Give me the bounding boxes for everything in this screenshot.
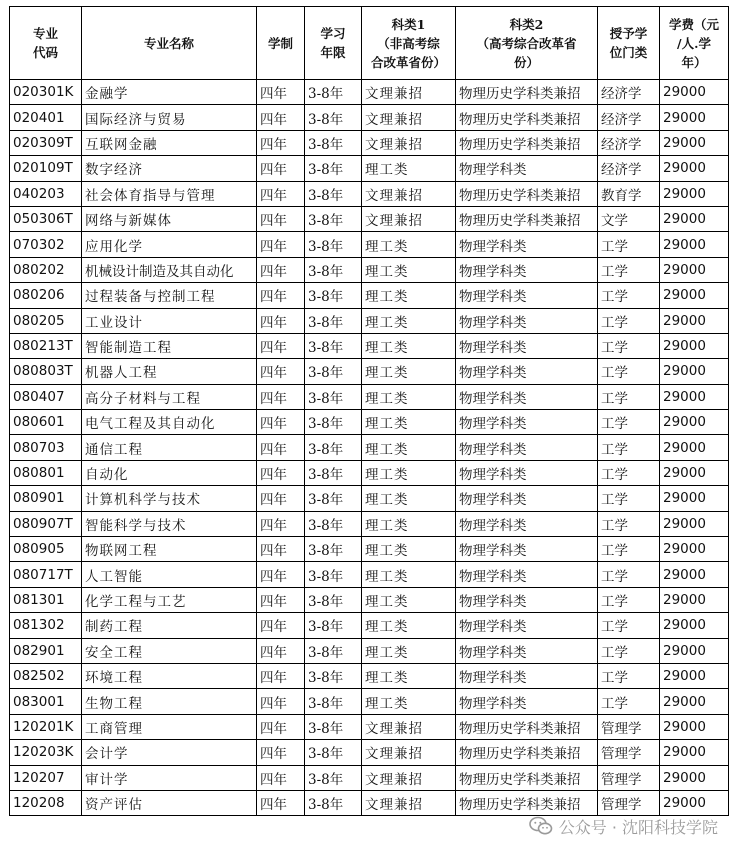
table-row [10, 714, 729, 739]
cell-category-2: 物理历史学科类兼招 [456, 765, 598, 790]
watermark-text: 公众号 · 沈阳科技学院 [558, 817, 718, 837]
cell-code: 020401 [10, 105, 82, 130]
cell-major-name: 物联网工程 [82, 537, 257, 562]
cell-degree: 工学 [598, 308, 660, 333]
cell-category-2: 物理学科类 [456, 638, 598, 663]
header-fee: 学费（元 /人.学 年） [660, 7, 729, 80]
cell-degree: 管理学 [598, 714, 660, 739]
cell-fee: 29000 [660, 562, 729, 587]
table-row [10, 587, 729, 612]
cell-code: 080717T [10, 562, 82, 587]
cell-degree: 经济学 [598, 130, 660, 155]
cell-category-2: 物理历史学科类兼招 [456, 181, 598, 206]
cell-system: 四年 [257, 257, 305, 282]
cell-code: 120203K [10, 740, 82, 765]
cell-years: 3-8年 [305, 460, 362, 485]
cell-category-1: 理工类 [362, 232, 456, 257]
table-body [10, 80, 729, 816]
wechat-icon [529, 816, 553, 836]
table-row [10, 537, 729, 562]
cell-category-2: 物理学科类 [456, 384, 598, 409]
cell-system: 四年 [257, 435, 305, 460]
cell-major-name: 工商管理 [82, 714, 257, 739]
table-row [10, 130, 729, 155]
cell-category-2: 物理学科类 [456, 257, 598, 282]
cell-degree: 管理学 [598, 790, 660, 815]
cell-category-2: 物理学科类 [456, 308, 598, 333]
cell-code: 081302 [10, 613, 82, 638]
cell-category-1: 理工类 [362, 308, 456, 333]
cell-fee: 29000 [660, 638, 729, 663]
cell-degree: 工学 [598, 537, 660, 562]
cell-system: 四年 [257, 537, 305, 562]
cell-system: 四年 [257, 790, 305, 815]
cell-degree: 工学 [598, 359, 660, 384]
cell-years: 3-8年 [305, 333, 362, 358]
cell-fee: 29000 [660, 790, 729, 815]
cell-fee: 29000 [660, 460, 729, 485]
cell-major-name: 机器人工程 [82, 359, 257, 384]
cell-degree: 工学 [598, 587, 660, 612]
cell-system: 四年 [257, 714, 305, 739]
cell-degree: 经济学 [598, 105, 660, 130]
cell-code: 080601 [10, 410, 82, 435]
cell-category-1: 理工类 [362, 333, 456, 358]
table-row [10, 308, 729, 333]
cell-degree: 工学 [598, 232, 660, 257]
cell-category-1: 理工类 [362, 435, 456, 460]
cell-major-name: 机械设计制造及其自动化 [82, 257, 257, 282]
cell-system: 四年 [257, 486, 305, 511]
cell-category-1: 文理兼招 [362, 206, 456, 231]
cell-category-2: 物理学科类 [456, 460, 598, 485]
watermark [529, 813, 718, 839]
table-row [10, 80, 729, 105]
table-row [10, 206, 729, 231]
cell-major-name: 智能制造工程 [82, 333, 257, 358]
cell-category-1: 理工类 [362, 486, 456, 511]
cell-fee: 29000 [660, 384, 729, 409]
cell-code: 080205 [10, 308, 82, 333]
table-row [10, 613, 729, 638]
cell-system: 四年 [257, 740, 305, 765]
table-row [10, 435, 729, 460]
cell-degree: 工学 [598, 283, 660, 308]
cell-years: 3-8年 [305, 80, 362, 105]
table-row [10, 511, 729, 536]
cell-code: 020109T [10, 156, 82, 181]
cell-years: 3-8年 [305, 181, 362, 206]
cell-years: 3-8年 [305, 232, 362, 257]
cell-degree: 工学 [598, 257, 660, 282]
cell-major-name: 环境工程 [82, 663, 257, 688]
cell-years: 3-8年 [305, 537, 362, 562]
table-row [10, 105, 729, 130]
cell-system: 四年 [257, 359, 305, 384]
cell-fee: 29000 [660, 359, 729, 384]
table-row [10, 486, 729, 511]
cell-degree: 管理学 [598, 765, 660, 790]
cell-code: 083001 [10, 689, 82, 714]
cell-system: 四年 [257, 460, 305, 485]
cell-code: 120208 [10, 790, 82, 815]
cell-code: 082901 [10, 638, 82, 663]
cell-degree: 工学 [598, 613, 660, 638]
cell-code: 120207 [10, 765, 82, 790]
cell-degree: 管理学 [598, 740, 660, 765]
cell-major-name: 通信工程 [82, 435, 257, 460]
cell-years: 3-8年 [305, 562, 362, 587]
cell-major-name: 高分子材料与工程 [82, 384, 257, 409]
cell-fee: 29000 [660, 714, 729, 739]
cell-category-2: 物理学科类 [456, 537, 598, 562]
cell-category-1: 理工类 [362, 613, 456, 638]
cell-years: 3-8年 [305, 206, 362, 231]
cell-code: 080703 [10, 435, 82, 460]
cell-system: 四年 [257, 613, 305, 638]
cell-fee: 29000 [660, 232, 729, 257]
table-row [10, 410, 729, 435]
cell-category-1: 文理兼招 [362, 765, 456, 790]
cell-degree: 经济学 [598, 80, 660, 105]
cell-system: 四年 [257, 181, 305, 206]
table-row [10, 689, 729, 714]
cell-category-2: 物理学科类 [456, 486, 598, 511]
cell-code: 080907T [10, 511, 82, 536]
header-row [10, 7, 729, 80]
cell-years: 3-8年 [305, 410, 362, 435]
table-row [10, 359, 729, 384]
cell-degree: 工学 [598, 562, 660, 587]
cell-system: 四年 [257, 156, 305, 181]
cell-major-name: 国际经济与贸易 [82, 105, 257, 130]
cell-code: 080407 [10, 384, 82, 409]
cell-code: 080905 [10, 537, 82, 562]
cell-category-2: 物理学科类 [456, 333, 598, 358]
cell-fee: 29000 [660, 663, 729, 688]
cell-category-1: 理工类 [362, 663, 456, 688]
cell-degree: 工学 [598, 638, 660, 663]
cell-years: 3-8年 [305, 740, 362, 765]
header-code: 专业 代码 [10, 7, 82, 80]
cell-fee: 29000 [660, 537, 729, 562]
cell-category-1: 理工类 [362, 384, 456, 409]
cell-major-name: 计算机科学与技术 [82, 486, 257, 511]
cell-fee: 29000 [660, 740, 729, 765]
cell-years: 3-8年 [305, 257, 362, 282]
cell-fee: 29000 [660, 410, 729, 435]
cell-system: 四年 [257, 308, 305, 333]
cell-major-name: 生物工程 [82, 689, 257, 714]
cell-degree: 工学 [598, 410, 660, 435]
cell-category-2: 物理学科类 [456, 156, 598, 181]
cell-years: 3-8年 [305, 790, 362, 815]
cell-years: 3-8年 [305, 283, 362, 308]
cell-category-1: 理工类 [362, 511, 456, 536]
cell-system: 四年 [257, 80, 305, 105]
cell-years: 3-8年 [305, 714, 362, 739]
cell-fee: 29000 [660, 181, 729, 206]
cell-fee: 29000 [660, 80, 729, 105]
header-category-1: 科类1 （非高考综 合改革省份） [362, 7, 456, 80]
cell-years: 3-8年 [305, 156, 362, 181]
cell-category-2: 物理历史学科类兼招 [456, 206, 598, 231]
cell-code: 081301 [10, 587, 82, 612]
cell-years: 3-8年 [305, 613, 362, 638]
table-row [10, 156, 729, 181]
cell-category-2: 物理学科类 [456, 587, 598, 612]
cell-category-2: 物理学科类 [456, 663, 598, 688]
cell-degree: 工学 [598, 384, 660, 409]
cell-category-1: 理工类 [362, 283, 456, 308]
table-row [10, 257, 729, 282]
cell-system: 四年 [257, 130, 305, 155]
cell-system: 四年 [257, 105, 305, 130]
cell-category-1: 理工类 [362, 156, 456, 181]
cell-code: 020301K [10, 80, 82, 105]
cell-years: 3-8年 [305, 765, 362, 790]
cell-major-name: 审计学 [82, 765, 257, 790]
cell-system: 四年 [257, 562, 305, 587]
cell-category-1: 文理兼招 [362, 790, 456, 815]
cell-system: 四年 [257, 689, 305, 714]
cell-years: 3-8年 [305, 511, 362, 536]
table-row [10, 663, 729, 688]
cell-category-1: 文理兼招 [362, 80, 456, 105]
cell-major-name: 会计学 [82, 740, 257, 765]
cell-system: 四年 [257, 765, 305, 790]
cell-code: 082502 [10, 663, 82, 688]
header-degree: 授予学 位门类 [598, 7, 660, 80]
cell-system: 四年 [257, 232, 305, 257]
cell-major-name: 金融学 [82, 80, 257, 105]
cell-category-2: 物理历史学科类兼招 [456, 790, 598, 815]
cell-code: 080202 [10, 257, 82, 282]
table-row [10, 638, 729, 663]
cell-years: 3-8年 [305, 435, 362, 460]
cell-system: 四年 [257, 384, 305, 409]
cell-category-2: 物理历史学科类兼招 [456, 105, 598, 130]
cell-category-1: 理工类 [362, 537, 456, 562]
cell-system: 四年 [257, 410, 305, 435]
cell-years: 3-8年 [305, 689, 362, 714]
cell-category-2: 物理历史学科类兼招 [456, 740, 598, 765]
cell-category-2: 物理学科类 [456, 232, 598, 257]
cell-code: 050306T [10, 206, 82, 231]
cell-major-name: 智能科学与技术 [82, 511, 257, 536]
cell-major-name: 化学工程与工艺 [82, 587, 257, 612]
cell-degree: 经济学 [598, 156, 660, 181]
cell-category-1: 文理兼招 [362, 714, 456, 739]
cell-category-1: 理工类 [362, 689, 456, 714]
cell-fee: 29000 [660, 156, 729, 181]
cell-degree: 教育学 [598, 181, 660, 206]
table-row [10, 232, 729, 257]
cell-years: 3-8年 [305, 130, 362, 155]
cell-fee: 29000 [660, 613, 729, 638]
cell-code: 080803T [10, 359, 82, 384]
cell-fee: 29000 [660, 206, 729, 231]
cell-fee: 29000 [660, 587, 729, 612]
table-row [10, 460, 729, 485]
cell-system: 四年 [257, 663, 305, 688]
cell-major-name: 自动化 [82, 460, 257, 485]
cell-category-2: 物理学科类 [456, 435, 598, 460]
cell-degree: 工学 [598, 435, 660, 460]
cell-degree: 工学 [598, 663, 660, 688]
header-years: 学习 年限 [305, 7, 362, 80]
cell-category-2: 物理学科类 [456, 562, 598, 587]
cell-years: 3-8年 [305, 384, 362, 409]
cell-category-1: 理工类 [362, 587, 456, 612]
cell-fee: 29000 [660, 333, 729, 358]
cell-code: 070302 [10, 232, 82, 257]
cell-major-name: 社会体育指导与管理 [82, 181, 257, 206]
cell-category-1: 理工类 [362, 410, 456, 435]
cell-system: 四年 [257, 511, 305, 536]
cell-system: 四年 [257, 587, 305, 612]
cell-degree: 工学 [598, 460, 660, 485]
cell-category-1: 文理兼招 [362, 181, 456, 206]
cell-fee: 29000 [660, 105, 729, 130]
cell-years: 3-8年 [305, 105, 362, 130]
cell-major-name: 应用化学 [82, 232, 257, 257]
cell-category-1: 理工类 [362, 638, 456, 663]
cell-code: 080801 [10, 460, 82, 485]
cell-fee: 29000 [660, 130, 729, 155]
cell-years: 3-8年 [305, 638, 362, 663]
table-row [10, 283, 729, 308]
cell-years: 3-8年 [305, 587, 362, 612]
header-category-2: 科类2 （高考综合改革省 份） [456, 7, 598, 80]
cell-category-1: 文理兼招 [362, 740, 456, 765]
cell-code: 120201K [10, 714, 82, 739]
cell-system: 四年 [257, 206, 305, 231]
cell-degree: 工学 [598, 689, 660, 714]
cell-category-2: 物理学科类 [456, 283, 598, 308]
cell-system: 四年 [257, 333, 305, 358]
cell-major-name: 电气工程及其自动化 [82, 410, 257, 435]
cell-fee: 29000 [660, 435, 729, 460]
cell-category-1: 文理兼招 [362, 130, 456, 155]
cell-years: 3-8年 [305, 308, 362, 333]
cell-fee: 29000 [660, 689, 729, 714]
header-name: 专业名称 [82, 7, 257, 80]
cell-code: 080206 [10, 283, 82, 308]
cell-major-name: 资产评估 [82, 790, 257, 815]
cell-major-name: 数字经济 [82, 156, 257, 181]
cell-fee: 29000 [660, 486, 729, 511]
cell-category-2: 物理历史学科类兼招 [456, 80, 598, 105]
cell-fee: 29000 [660, 283, 729, 308]
cell-major-name: 制药工程 [82, 613, 257, 638]
cell-degree: 文学 [598, 206, 660, 231]
cell-years: 3-8年 [305, 663, 362, 688]
table-row [10, 384, 729, 409]
cell-degree: 工学 [598, 333, 660, 358]
cell-category-1: 理工类 [362, 562, 456, 587]
cell-category-2: 物理学科类 [456, 511, 598, 536]
cell-major-name: 互联网金融 [82, 130, 257, 155]
cell-category-1: 理工类 [362, 460, 456, 485]
cell-fee: 29000 [660, 511, 729, 536]
cell-category-2: 物理学科类 [456, 613, 598, 638]
cell-category-2: 物理历史学科类兼招 [456, 130, 598, 155]
cell-category-1: 文理兼招 [362, 105, 456, 130]
cell-category-2: 物理历史学科类兼招 [456, 714, 598, 739]
cell-degree: 工学 [598, 511, 660, 536]
header-system: 学制 [257, 7, 305, 80]
cell-major-name: 工业设计 [82, 308, 257, 333]
table-row [10, 181, 729, 206]
cell-major-name: 安全工程 [82, 638, 257, 663]
cell-category-1: 理工类 [362, 257, 456, 282]
cell-code: 040203 [10, 181, 82, 206]
table-row [10, 562, 729, 587]
cell-fee: 29000 [660, 257, 729, 282]
cell-code: 020309T [10, 130, 82, 155]
cell-fee: 29000 [660, 765, 729, 790]
cell-major-name: 人工智能 [82, 562, 257, 587]
cell-years: 3-8年 [305, 359, 362, 384]
cell-major-name: 网络与新媒体 [82, 206, 257, 231]
cell-category-2: 物理学科类 [456, 689, 598, 714]
cell-category-2: 物理学科类 [456, 410, 598, 435]
table-row [10, 765, 729, 790]
cell-degree: 工学 [598, 486, 660, 511]
cell-system: 四年 [257, 283, 305, 308]
cell-fee: 29000 [660, 308, 729, 333]
cell-code: 080213T [10, 333, 82, 358]
table-row [10, 333, 729, 358]
cell-years: 3-8年 [305, 486, 362, 511]
cell-system: 四年 [257, 638, 305, 663]
cell-category-2: 物理学科类 [456, 359, 598, 384]
majors-table [9, 6, 729, 816]
cell-code: 080901 [10, 486, 82, 511]
table-row [10, 740, 729, 765]
cell-major-name: 过程装备与控制工程 [82, 283, 257, 308]
cell-category-1: 理工类 [362, 359, 456, 384]
